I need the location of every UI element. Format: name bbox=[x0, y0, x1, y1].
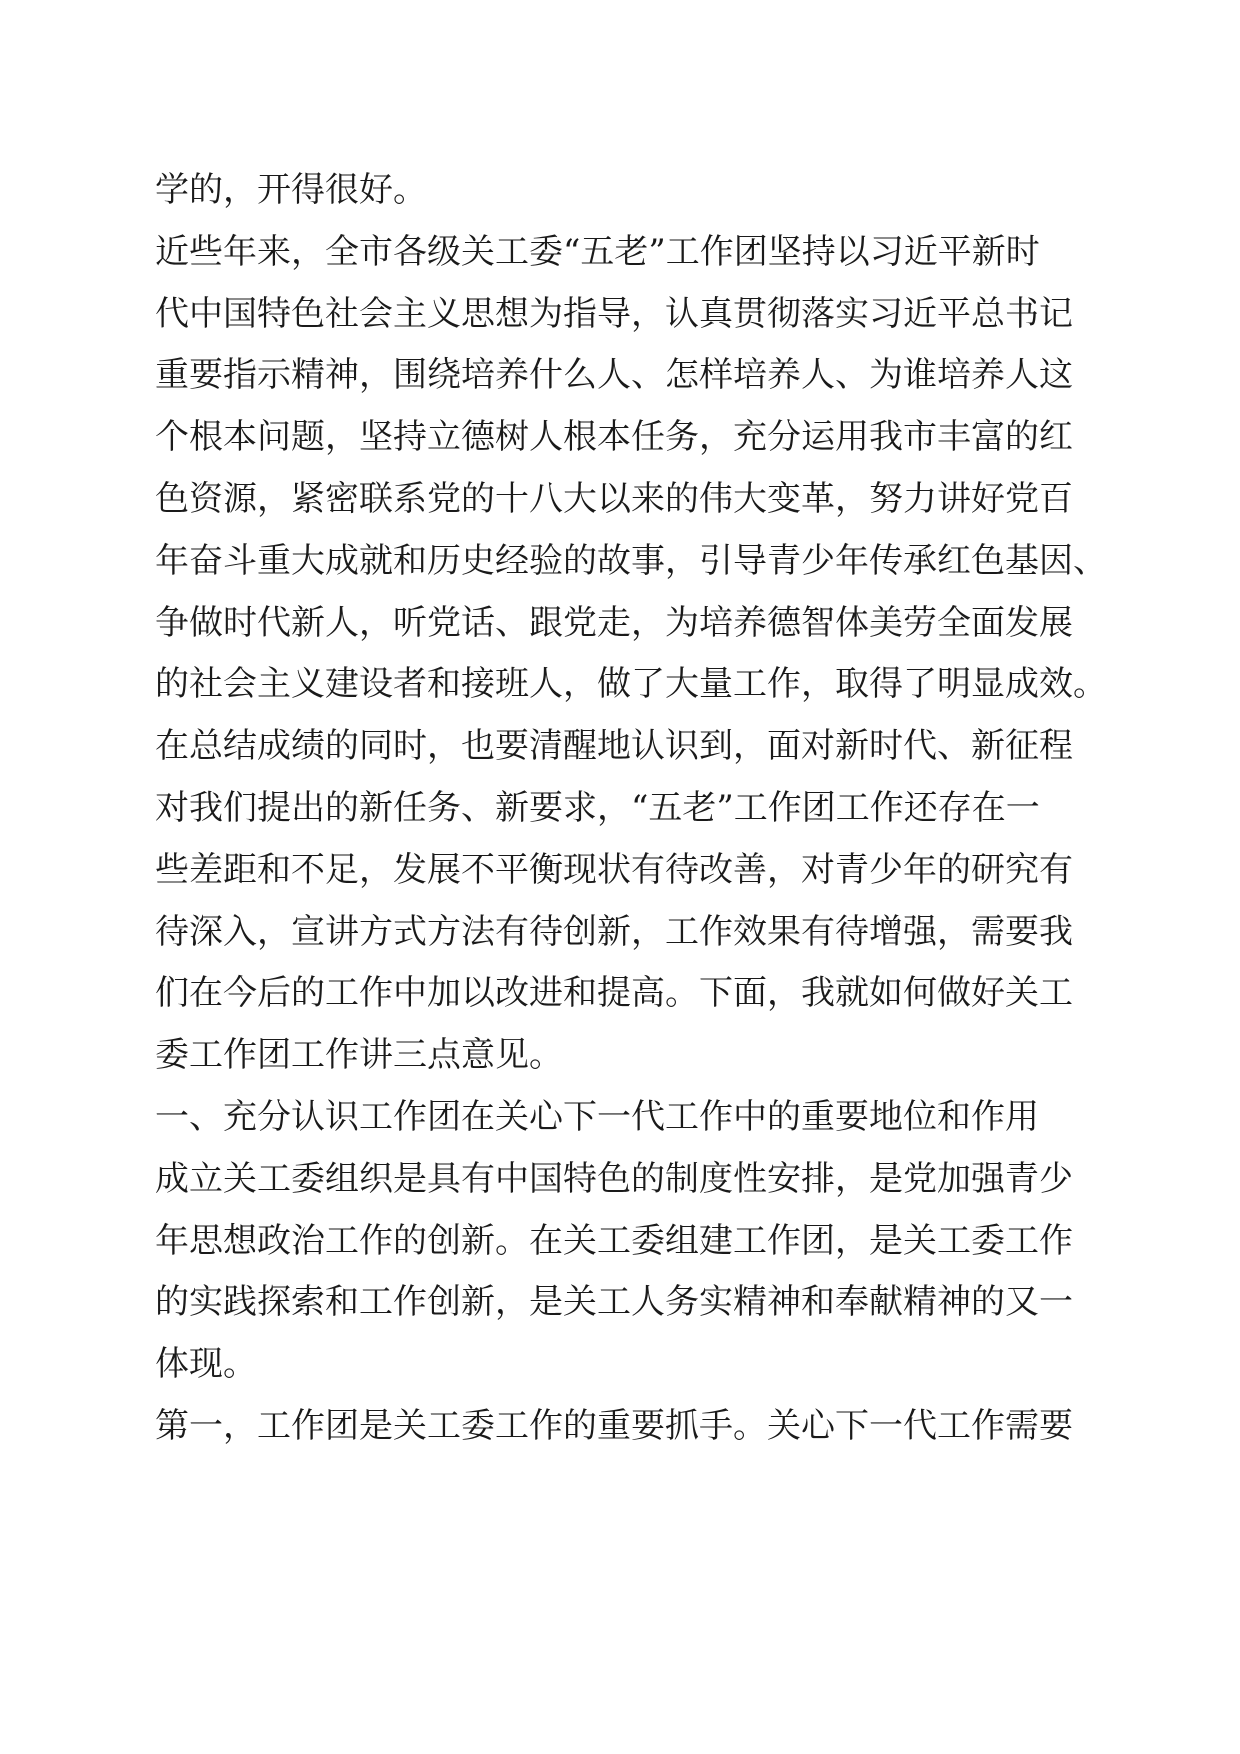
text-line: 委工作团工作讲三点意见。 bbox=[155, 1035, 563, 1076]
text-line: 色资源，紧密联系党的十八大以来的伟大变革，努力讲好党百 bbox=[155, 478, 1073, 519]
text-line: 在总结成绩的同时，也要清醒地认识到，面对新时代、新征程 bbox=[155, 726, 1073, 767]
text-line: 学的，开得很好。 bbox=[155, 170, 427, 210]
text-line: 个根本问题，坚持立德树人根本任务，充分运用我市丰富的红 bbox=[155, 417, 1073, 458]
text-line: 们在今后的工作中加以改进和提高。下面，我就如何做好关工 bbox=[155, 973, 1073, 1014]
text-line: 代中国特色社会主义思想为指导，认真贯彻落实习近平总书记 bbox=[155, 293, 1073, 334]
text-line: 第一，工作团是关工委工作的重要抓手。关心下一代工作需要 bbox=[155, 1405, 1073, 1446]
text-line: 体现。 bbox=[155, 1344, 257, 1385]
text-line: 年奋斗重大成就和历史经验的故事，引导青少年传承红色基因、 bbox=[155, 540, 1107, 581]
text-line: 待深入，宣讲方式方法有待创新，工作效果有待增强，需要我 bbox=[155, 911, 1073, 952]
text-line: 年思想政治工作的创新。在关工委组建工作团，是关工委工作 bbox=[155, 1220, 1073, 1261]
text-line: 重要指示精神，围绕培养什么人、怎样培养人、为谁培养人这 bbox=[155, 355, 1073, 396]
text-line: 成立关工委组织是具有中国特色的制度性安排，是党加强青少 bbox=[155, 1158, 1073, 1199]
text-line: 争做时代新人，听党话、跟党走，为培养德智体美劳全面发展 bbox=[155, 602, 1073, 643]
text-line: 近些年来，全市各级关工委“五老”工作团坚持以习近平新时 bbox=[155, 231, 1040, 272]
text-line: 些差距和不足，发展不平衡现状有待改善，对青少年的研究有 bbox=[155, 849, 1073, 890]
document-body bbox=[155, 160, 1107, 1458]
text-line: 的社会主义建设者和接班人，做了大量工作，取得了明显成效。 bbox=[155, 664, 1107, 705]
text-line: 对我们提出的新任务、新要求，“五老”工作团工作还存在一 bbox=[155, 787, 1040, 828]
section-heading: 一、充分认识工作团在关心下一代工作中的重要地位和作用 bbox=[155, 1096, 1039, 1137]
text-line: 的实践探索和工作创新，是关工人务实精神和奉献精神的又一 bbox=[155, 1282, 1073, 1323]
